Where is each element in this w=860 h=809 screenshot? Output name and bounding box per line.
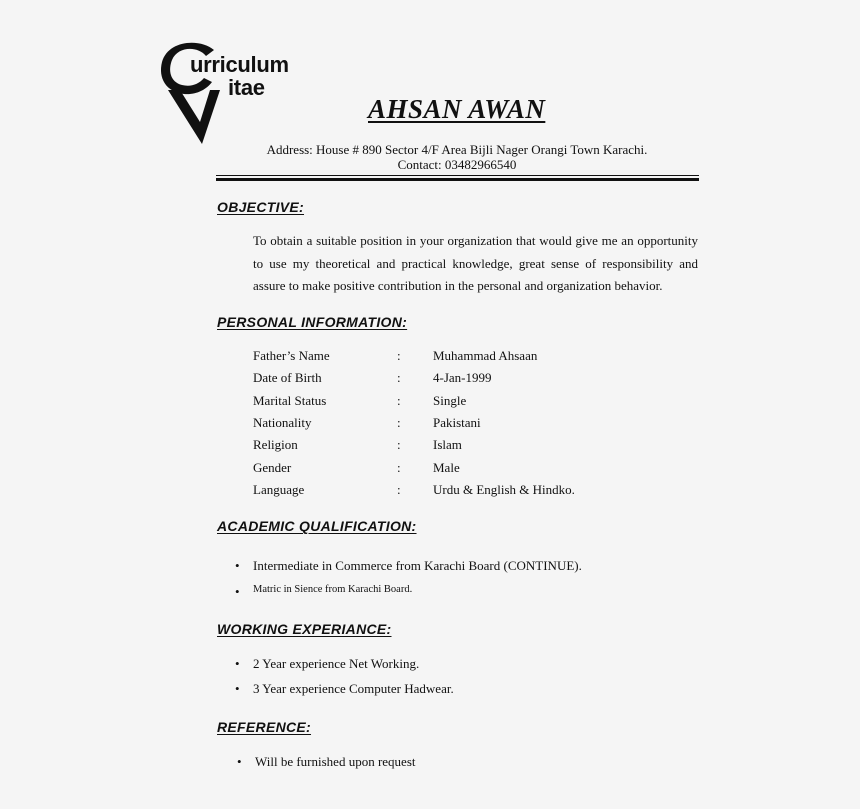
academic-item (235, 584, 413, 602)
header-divider-thick (216, 178, 699, 181)
logo-v-shape (168, 90, 220, 144)
header-divider-thin (216, 175, 699, 176)
info-separator: : (397, 482, 401, 497)
info-value: Pakistani (433, 415, 481, 430)
objective-text: To obtain a suitable position in your organization that would give me an opportunity to use my theoretical and practical knowledge, great sense of responsibility and assure to make positive contribution in the personal and organization behavior. (253, 233, 698, 293)
bullet-icon: • (235, 656, 240, 671)
academic-item (235, 558, 582, 576)
bullet-icon: • (237, 754, 242, 769)
logo-word-curriculum: urriculum (190, 52, 289, 77)
bullet-icon: • (235, 584, 240, 599)
academic-heading: ACADEMIC QUALIFICATION: (217, 518, 417, 534)
bullet-icon: • (235, 558, 240, 573)
contact-line: Contact: 03482966540 (397, 157, 517, 172)
info-separator: : (397, 348, 401, 363)
objective-heading: OBJECTIVE: (217, 199, 305, 215)
reference-heading: REFERENCE: (217, 719, 312, 735)
info-separator: : (397, 393, 401, 408)
info-key: Gender (253, 460, 292, 475)
info-value: Urdu & English & Hindko. (433, 482, 575, 497)
logo-word-vitae: itae (228, 75, 265, 100)
reference-item-text: Will be furnished upon request (255, 754, 416, 769)
info-separator: : (397, 437, 401, 452)
working-item (235, 681, 454, 699)
info-value: Single (433, 393, 467, 408)
info-value: Muhammad Ahsaan (433, 348, 538, 363)
address-line: Address: House # 890 Sector 4/F Area Bijli Nager Orangi Town Karachi. (266, 142, 648, 157)
info-separator: : (397, 460, 401, 475)
reference-item (237, 754, 416, 772)
working-heading: WORKING EXPERIANCE: (217, 621, 392, 637)
info-key: Nationality (253, 415, 312, 430)
info-key: Father’s Name (253, 348, 330, 363)
academic-item-text: Matric in Sience from Karachi Board. (253, 584, 413, 595)
working-item (235, 656, 420, 674)
bullet-icon: • (235, 681, 240, 696)
info-key: Religion (253, 437, 298, 452)
personal-info-heading: PERSONAL INFORMATION: (217, 314, 408, 330)
info-separator: : (397, 415, 401, 430)
info-key: Date of Birth (253, 370, 322, 385)
academic-item-text: Intermediate in Commerce from Karachi Board (CONTINUE). (253, 558, 582, 573)
candidate-name: AHSAN AWAN (368, 94, 546, 124)
info-key: Language (253, 482, 305, 497)
working-item-text: 3 Year experience Computer Hadwear. (253, 681, 454, 696)
info-value: 4-Jan-1999 (433, 370, 492, 385)
info-separator: : (397, 370, 401, 385)
working-item-text: 2 Year experience Net Working. (253, 656, 420, 671)
info-key: Marital Status (253, 393, 327, 408)
info-value: Male (433, 460, 460, 475)
info-value: Islam (433, 437, 462, 452)
